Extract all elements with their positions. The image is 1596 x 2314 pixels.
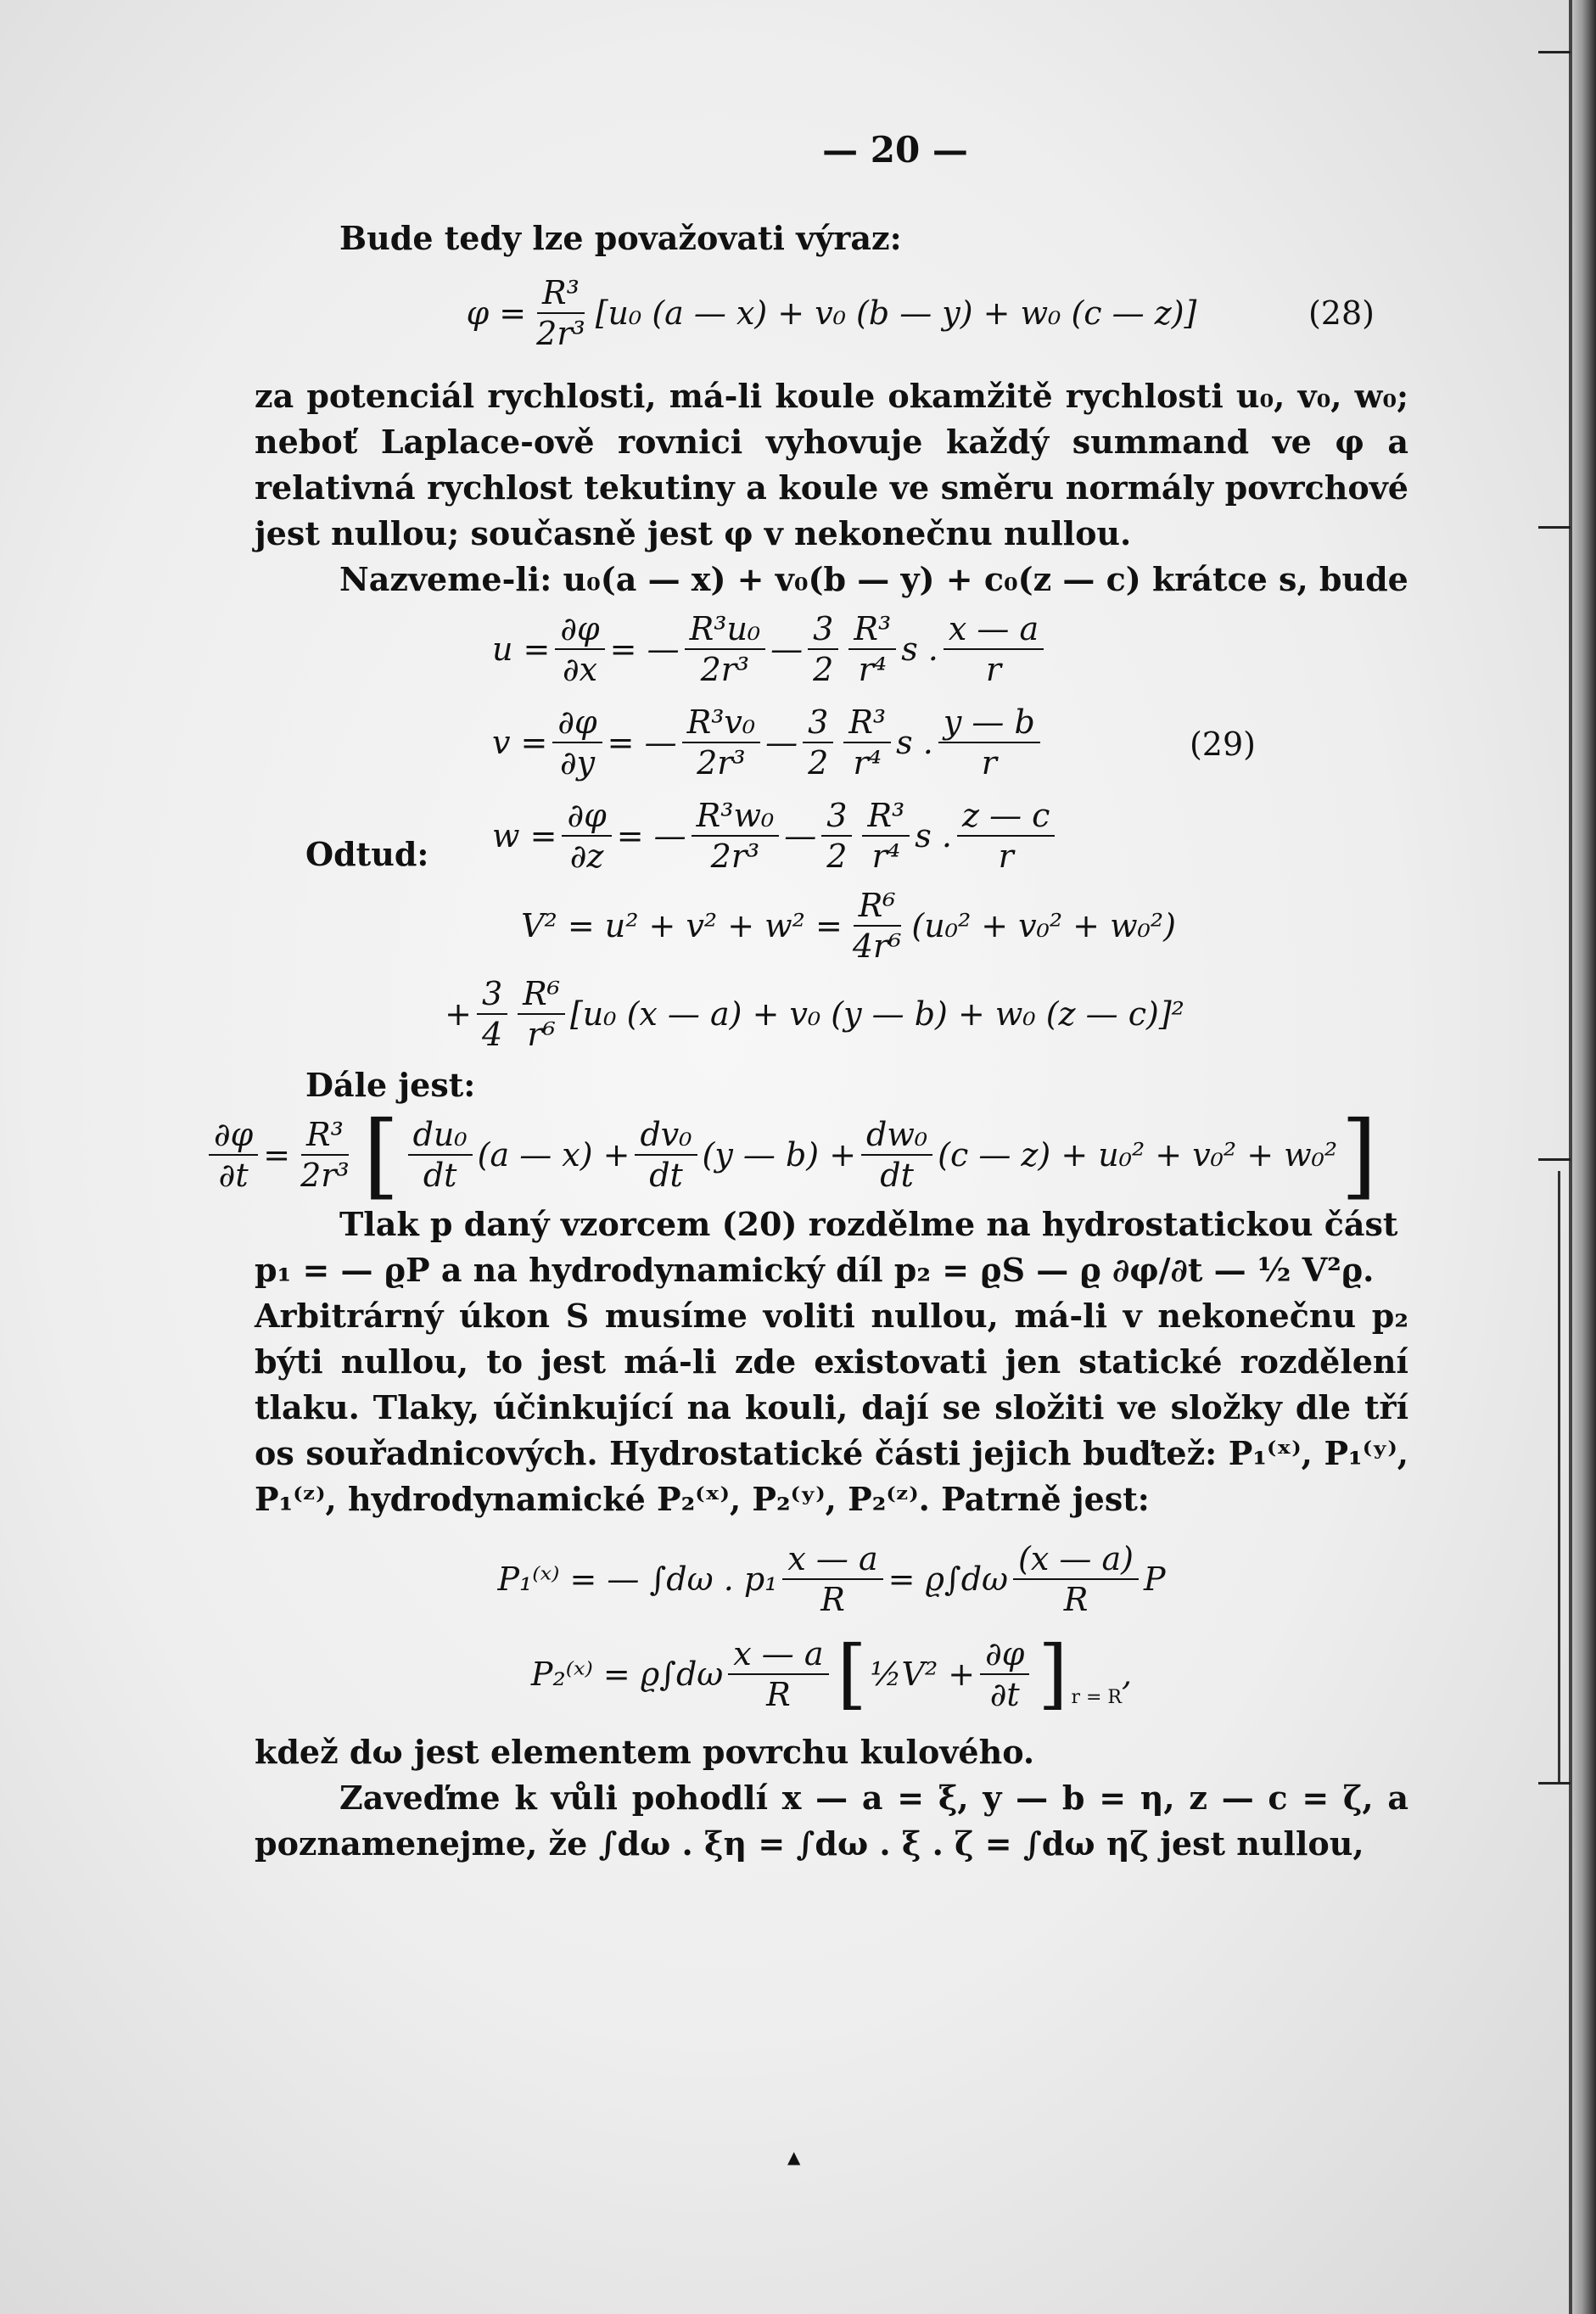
equation-P1 [255, 1539, 1408, 1619]
frac-num: (x — a) [1013, 1539, 1139, 1580]
eq29-minus: — [770, 630, 804, 668]
equation-P2 [255, 1628, 1408, 1721]
frac-num: R³ [862, 796, 910, 837]
dphi-dw [861, 1115, 932, 1195]
frac-den: r⁶ [527, 1016, 556, 1053]
frac-num: R³v₀ [682, 703, 761, 743]
eq29-eq: = — [616, 817, 686, 854]
equation-number: (29) [1189, 726, 1256, 763]
eq29-term4 [938, 703, 1040, 782]
right-bracket: ] [1038, 1629, 1068, 1718]
P2-frac-1 [728, 1634, 828, 1714]
frac-den: ∂y [559, 744, 596, 782]
eq29-eq: = — [609, 630, 680, 668]
dphi-coef [295, 1115, 355, 1195]
eq29-term1 [685, 609, 766, 689]
page-number: — 20 — [822, 129, 968, 171]
equation-29 [492, 602, 1408, 882]
eq29-term3 [843, 703, 891, 782]
equation-dphi-dt [204, 1101, 1408, 1209]
frac-num: 3 [803, 703, 833, 743]
equation-28 [255, 273, 1408, 353]
P1-frac-2 [1013, 1539, 1139, 1619]
eq29-term4 [944, 609, 1044, 689]
P2-subscript: r = R [1071, 1687, 1123, 1708]
P1-frac-1 [782, 1539, 882, 1619]
frac-den: 2r³ [697, 744, 746, 782]
frac-den: r⁴ [853, 744, 882, 782]
eq29-eq: = — [607, 724, 677, 761]
frac-num: R³ [848, 609, 896, 650]
frac-den: R [1063, 1581, 1089, 1618]
equation-V-line2 [221, 974, 1408, 1054]
frac-num: y — b [938, 703, 1040, 743]
dphi-du [408, 1115, 473, 1195]
eq28-frac-num: R³ [537, 273, 585, 314]
frac-num: ∂φ [980, 1634, 1029, 1675]
frac-num: R³w₀ [692, 796, 780, 837]
eq29-term2 [808, 609, 838, 689]
eq29-lhs: w = [492, 817, 557, 854]
eq29-term2 [803, 703, 833, 782]
eq29-row-w [492, 789, 1060, 882]
eq29-s: s . [896, 724, 933, 761]
paragraph-kdez: kdež dω jest elementem povrchu kulového. [255, 1733, 1035, 1771]
eq28-fraction [531, 273, 591, 353]
P2-frac-2 [980, 1634, 1029, 1714]
dphi-lhs [209, 1115, 258, 1195]
frac-den: 2r³ [700, 651, 750, 688]
dphi-dv [635, 1115, 697, 1195]
frac-num: x — a [944, 609, 1044, 650]
P1-rhs: P [1143, 1560, 1166, 1598]
frac-den: R [766, 1676, 791, 1713]
eq28-rhs: [u₀ (a — x) + v₀ (b — y) + w₀ (c — z)] [595, 294, 1197, 332]
left-bracket: [ [362, 1101, 400, 1209]
frac-den: dt [649, 1157, 683, 1194]
eq29-term1 [682, 703, 761, 782]
eqV-rhs: (u₀² + v₀² + w₀²) [911, 907, 1176, 944]
eq29-row-u [492, 602, 1049, 696]
frac-num: x — a [728, 1634, 828, 1675]
eq29-lhs: v = [492, 724, 548, 761]
frac-num: 3 [477, 974, 507, 1015]
frac-den: ∂x [562, 651, 598, 688]
frac-num: R³ [843, 703, 891, 743]
eq29-term2 [821, 796, 852, 876]
frac-num: dw₀ [861, 1115, 932, 1156]
frac-den: ∂t [218, 1157, 249, 1194]
eq29-term1 [692, 796, 780, 876]
frac-den: 2 [813, 651, 834, 688]
eqV-line2-rhs: [u₀ (x — a) + v₀ (y — b) + w₀ (z — c)]² [569, 995, 1184, 1033]
frac-num: x — a [782, 1539, 882, 1580]
frac-num: ∂φ [555, 609, 604, 650]
frac-den: 2r³ [710, 838, 760, 875]
eq29-minus: — [765, 724, 798, 761]
eqV-plus: + [445, 995, 472, 1033]
eq29-term3 [862, 796, 910, 876]
eq29-partial [555, 609, 604, 689]
frac-num: z — c [957, 796, 1055, 837]
frac-num: R⁶ [854, 886, 901, 927]
frac-den: r [985, 651, 1002, 688]
eq29-s: s . [915, 817, 952, 854]
frac-den: r [981, 744, 997, 782]
P1-mid: = ϱ∫dω [888, 1560, 1009, 1598]
eq29-term4 [957, 796, 1055, 876]
eq29-row-v [492, 696, 1045, 789]
P2-tail: , [1122, 1656, 1133, 1693]
edge-rule [1558, 1171, 1560, 1782]
dphi-equals: = [263, 1136, 291, 1174]
dphi-term-c: (c — z) + u₀² + v₀² + w₀² [938, 1136, 1338, 1174]
frac-num: R⁶ [518, 974, 565, 1015]
frac-num: R³u₀ [685, 609, 766, 650]
frac-num: ∂φ [552, 703, 602, 743]
eq29-term3 [848, 609, 896, 689]
paragraph-potential: za potenciál rychlosti, má-li koule okamžitě rychlosti u₀, v₀, w₀; neboť Laplace-ově rovnici vyhovuje každý summand ve φ a relativná rychlost tekutiny a koule ve směru normály povrchové jest nullou; současně jest φ v nekonečnu nullou. [255, 377, 1408, 552]
eqV-fraction [848, 886, 907, 966]
eqV-lhs: V² = u² + v² + w² = [521, 907, 843, 944]
left-bracket: [ [837, 1629, 867, 1718]
frac-num: ∂φ [209, 1115, 258, 1156]
equation-number: (28) [1308, 294, 1375, 332]
eq29-minus: — [784, 817, 817, 854]
frac-den: r⁴ [858, 651, 887, 688]
paragraph-arbitrarny: Arbitrárný úkon S musíme voliti nullou, má-li v nekonečnu p₂ býti nullou, to jest má-li zde existovati jen statické rozdělení tlaku. Tlaky, účinkující na kouli, dají se složiti ve složky dle tří os souřadnicových. Hydrostatické části jejich buďtež: P₁⁽ˣ⁾, P₁⁽ʸ⁾, P₁⁽ᶻ⁾, hydrodynamické P₂⁽ˣ⁾, P₂⁽ʸ⁾, P₂⁽ᶻ⁾. Patrně jest: [255, 1297, 1408, 1518]
paragraph-intro: Bude tedy lze považovati výraz: [339, 219, 902, 257]
frac-den: R [820, 1581, 845, 1618]
frac-den: 4 [481, 1016, 503, 1053]
eq29-lhs: u = [492, 630, 551, 668]
dphi-term-a: (a — x) + [477, 1136, 630, 1174]
eq29-partial [552, 703, 602, 782]
dphi-term-b: (y — b) + [702, 1136, 857, 1174]
frac-num: du₀ [408, 1115, 473, 1156]
frac-den: r⁴ [871, 838, 901, 875]
frac-den: 2 [826, 838, 848, 875]
page-content [214, 127, 1408, 1867]
frac-num: ∂φ [562, 796, 611, 837]
edge-tick [1538, 1158, 1571, 1161]
print-mark: ▲ [787, 2147, 801, 2167]
eqV-frac-3-4 [477, 974, 507, 1054]
frac-den: dt [423, 1157, 457, 1194]
P2-inner: ½V² + [870, 1656, 976, 1693]
page-edge-shadow [1571, 0, 1596, 2314]
right-bracket: ] [1341, 1101, 1378, 1209]
paragraph-nazveme: Nazveme-li: u₀(a — x) + v₀(b — y) + c₀(z — c) krátce s, bude [339, 560, 1408, 598]
eq28-frac-den: 2r³ [536, 315, 585, 352]
frac-den: 4r⁶ [852, 927, 902, 965]
frac-num: 3 [808, 609, 838, 650]
frac-den: 2r³ [300, 1157, 350, 1194]
edge-tick [1538, 51, 1571, 53]
P1-lhs: P₁⁽ˣ⁾ = — ∫dω . p₁ [497, 1560, 778, 1598]
frac-num: dv₀ [635, 1115, 697, 1156]
edge-tick [1538, 1782, 1571, 1785]
frac-num: R³ [301, 1115, 349, 1156]
edge-tick [1538, 526, 1571, 529]
binding-line [1569, 0, 1572, 2314]
frac-num: 3 [821, 796, 852, 837]
paragraph-zavedme: Zaveďme k vůli pohodlí x — a = ξ, y — b = η, z — c = ζ, a poznamenejme, že ∫dω . ξη = ∫dω . ξ . ζ = ∫dω ηζ jest nullou, [255, 1779, 1408, 1863]
frac-den: ∂t [989, 1676, 1020, 1713]
eqV-frac-R6 [518, 974, 565, 1054]
paragraph-tlak: Tlak p daný vzorcem (20) rozdělme na hydrostatickou část [339, 1205, 1398, 1243]
P2-lhs: P₂⁽ˣ⁾ = ϱ∫dω [530, 1656, 724, 1693]
frac-den: ∂z [569, 838, 604, 875]
frac-den: 2 [808, 744, 829, 782]
equation-V [288, 886, 1408, 966]
frac-den: dt [880, 1157, 914, 1194]
eq29-s: s . [901, 630, 938, 668]
eq29-partial [562, 796, 611, 876]
label-dale: Dále jest: [305, 1066, 476, 1104]
paragraph-tlak-2: p₁ = — ϱP a na hydrodynamický díl p₂ = ϱS — ϱ ∂φ/∂t — ½ V²ϱ. [255, 1251, 1375, 1289]
eq28-lhs: φ = [466, 294, 527, 332]
label-odtud: Odtud: [305, 835, 429, 873]
frac-den: r [998, 838, 1014, 875]
